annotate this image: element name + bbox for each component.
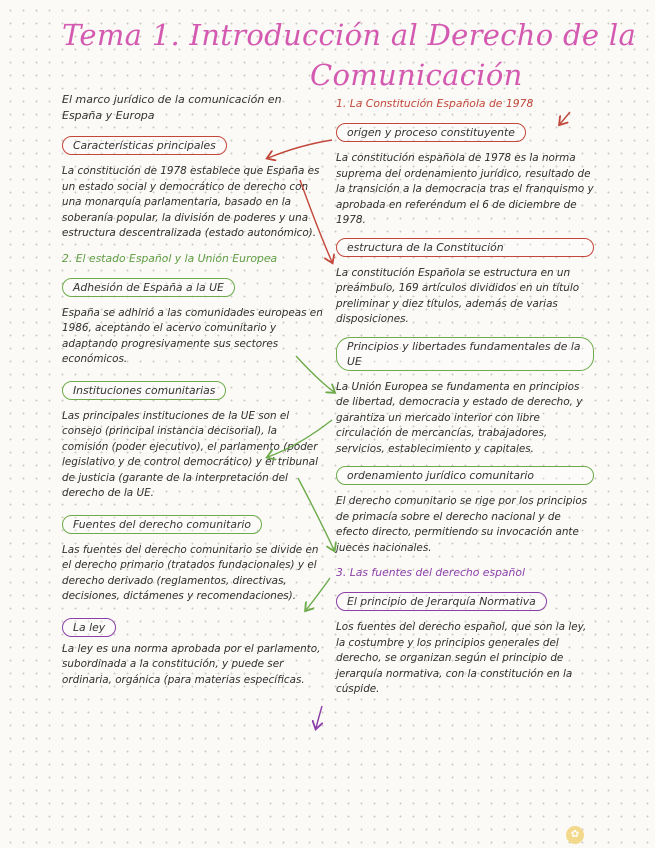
paragraph-fuentes-comunitario: Las fuentes del derecho comunitario se divide en el derecho primario (tratados fundacionales) y el derecho derivado (reglamentos, directivas, decisiones, dictámenes y recomendaciones). xyxy=(62,543,319,602)
paragraph-caracteristicas: La constitución de 1978 establece que España es un estado social y democrático de derecho con una monarquía parlamentaria, basado en la soberanía popular, la división de poderes y una estructura descentralizada (estado autonómico). xyxy=(62,165,320,239)
arrow-jerarquia-to-ley xyxy=(316,706,322,728)
box-origen: origen y proceso constituyente xyxy=(336,123,526,142)
brand-logo-icon: ✿ xyxy=(566,826,584,844)
paragraph-origen: La constitución española de 1978 es la norma suprema del ordenamiento jurídico, resultado de la transición a la democracia tras el franquismo y aprobada en referéndum el 6 de diciembre de 1978. xyxy=(336,152,594,226)
box-jerarquia: El principio de Jerarquía Normativa xyxy=(336,592,547,611)
left-column xyxy=(62,92,324,697)
right-column xyxy=(336,92,594,707)
box-principios-ue: Principios y libertades fundamentales de la UE xyxy=(336,337,594,371)
section-heading-3: 3. Las fuentes del derecho español xyxy=(336,566,525,579)
box-instituciones: Instituciones comunitarias xyxy=(62,381,226,400)
box-ordenamiento: ordenamiento jurídico comunitario xyxy=(336,466,594,485)
paragraph-jerarquia: Los fuentes del derecho español, que son la ley, la costumbre y los principios generales del derecho, se organizan según el principio de jerarquía normativa, con la constitución en la cúspide. xyxy=(336,621,587,695)
paragraph-la-ley: La ley es una norma aprobada por el parlamento, subordinada a la constitución, y puede ser ordinaria, orgánica (para materias específicas. xyxy=(62,642,321,686)
paragraph-ordenamiento: El derecho comunitario se rige por los principios de primacía sobre el derecho nacional y de efecto directo, permitiendo su invocación ante jueces nacionales. xyxy=(336,495,588,554)
page-title-continued: Comunicación xyxy=(310,58,523,92)
intro-text: El marco jurídico de la comunicación en España y Europa xyxy=(62,93,282,122)
paragraph-adhesion: España se adhirió a las comunidades europeas en 1986, aceptando el acervo comunitario y adaptando progresivamente sus sectores económicos. xyxy=(62,306,323,365)
paragraph-principios-ue: La Unión Europea se fundamenta en principios de libertad, democracia y estado de derecho, y garantiza un mercado interior con libre circulación de mercancías, trabajadores, servicios, establecimiento y capitales. xyxy=(336,380,583,455)
page-title: Tema 1. Introducción al Derecho de la xyxy=(62,18,637,52)
box-caracteristicas: Características principales xyxy=(62,136,227,155)
box-adhesion: Adhesión de España a la UE xyxy=(62,278,235,297)
box-fuentes-comunitario: Fuentes del derecho comunitario xyxy=(62,515,262,534)
box-la-ley: La ley xyxy=(62,618,116,637)
section-heading-2: 2. El estado Español y la Unión Europea xyxy=(62,251,278,265)
paragraph-estructura: La constitución Española se estructura en un preámbulo, 169 artículos divididos en un título preliminar y diez títulos, además de varias disposiciones. xyxy=(336,266,580,325)
section-heading-1: 1. La Constitución Española de 1978 xyxy=(336,97,534,110)
paragraph-instituciones: Las principales instituciones de la UE son el consejo (principal instancia decisorial), la comisión (poder ejecutivo), el parlamento (poder legislativo y de control democrático) y el tribunal de justicia (garante de la interpretación del derecho de la UE. xyxy=(62,409,318,499)
box-estructura: estructura de la Constitución xyxy=(336,238,594,257)
